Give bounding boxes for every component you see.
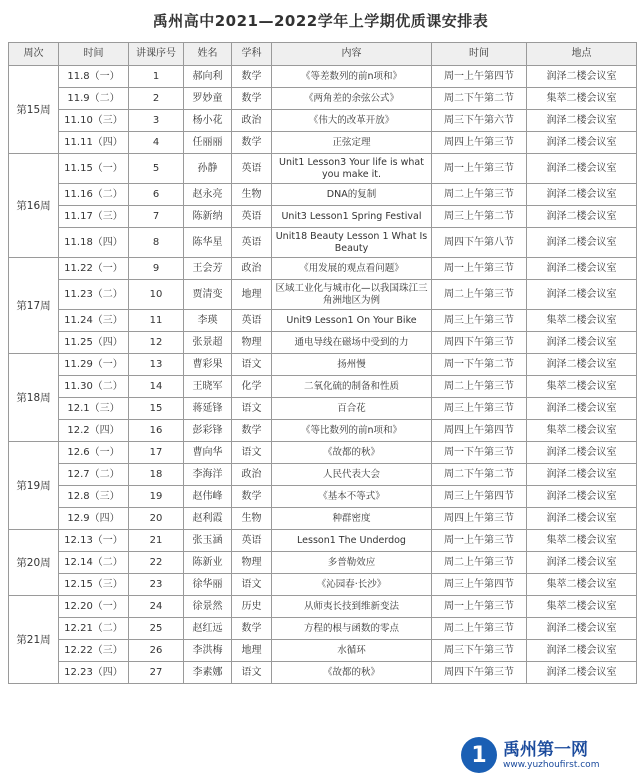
cell-name: 贾清变 bbox=[184, 280, 232, 310]
cell-lesson-number: 14 bbox=[129, 376, 184, 398]
cell-subject: 数学 bbox=[232, 66, 272, 88]
cell-lesson-number: 1 bbox=[129, 66, 184, 88]
table-row bbox=[9, 640, 637, 662]
cell-name: 孙静 bbox=[184, 154, 232, 184]
cell-lesson-number: 16 bbox=[129, 420, 184, 442]
cell-place: 集萃二楼会议室 bbox=[527, 574, 637, 596]
page-title: 禹州高中2021—2022学年上学期优质课安排表 bbox=[152, 12, 489, 30]
cell-time: 周三下午第三节 bbox=[432, 640, 527, 662]
cell-time: 周四上午第三节 bbox=[432, 132, 527, 154]
cell-time: 周一下午第二节 bbox=[432, 354, 527, 376]
table-row bbox=[9, 486, 637, 508]
cell-subject: 数学 bbox=[232, 132, 272, 154]
cell-place: 润泽二楼会议室 bbox=[527, 662, 637, 684]
cell-date: 12.15（三） bbox=[59, 574, 129, 596]
cell-place: 润泽二楼会议室 bbox=[527, 618, 637, 640]
cell-name: 王会芳 bbox=[184, 258, 232, 280]
cell-content: 二氧化硫的制备和性质 bbox=[272, 376, 432, 398]
table-row bbox=[9, 206, 637, 228]
cell-place: 润泽二楼会议室 bbox=[527, 258, 637, 280]
cell-name: 赵利霞 bbox=[184, 508, 232, 530]
cell-lesson-number: 8 bbox=[129, 228, 184, 258]
cell-subject: 物理 bbox=[232, 332, 272, 354]
cell-content: 《基本不等式》 bbox=[272, 486, 432, 508]
cell-time: 周三上午第四节 bbox=[432, 486, 527, 508]
cell-lesson-number: 11 bbox=[129, 310, 184, 332]
cell-lesson-number: 7 bbox=[129, 206, 184, 228]
cell-week: 第16周 bbox=[9, 154, 59, 258]
cell-date: 11.10（三） bbox=[59, 110, 129, 132]
cell-content: DNA的复制 bbox=[272, 184, 432, 206]
table-row bbox=[9, 184, 637, 206]
cell-name: 陈新纳 bbox=[184, 206, 232, 228]
cell-time: 周四下午第三节 bbox=[432, 332, 527, 354]
cell-date: 11.17（三） bbox=[59, 206, 129, 228]
cell-content: 《等差数列的前n项和》 bbox=[272, 66, 432, 88]
cell-subject: 政治 bbox=[232, 464, 272, 486]
cell-lesson-number: 17 bbox=[129, 442, 184, 464]
cell-content: Unit9 Lesson1 On Your Bike bbox=[272, 310, 432, 332]
cell-time: 周四下午第八节 bbox=[432, 228, 527, 258]
logo-name: 禹州第一网 bbox=[503, 739, 588, 760]
cell-name: 李海洋 bbox=[184, 464, 232, 486]
cell-week: 第18周 bbox=[9, 354, 59, 442]
cell-name: 徐景然 bbox=[184, 596, 232, 618]
table-row bbox=[9, 442, 637, 464]
cell-subject: 英语 bbox=[232, 206, 272, 228]
cell-time: 周二上午第三节 bbox=[432, 618, 527, 640]
table-row bbox=[9, 280, 637, 310]
cell-subject: 语文 bbox=[232, 398, 272, 420]
cell-content: 通电导线在磁场中受到的力 bbox=[272, 332, 432, 354]
cell-date: 11.22（一） bbox=[59, 258, 129, 280]
table-body bbox=[9, 66, 637, 684]
schedule-table bbox=[8, 42, 637, 684]
cell-place: 润泽二楼会议室 bbox=[527, 228, 637, 258]
cell-lesson-number: 6 bbox=[129, 184, 184, 206]
cell-content: 《用发展的观点看问题》 bbox=[272, 258, 432, 280]
cell-place: 润泽二楼会议室 bbox=[527, 552, 637, 574]
cell-place: 润泽二楼会议室 bbox=[527, 206, 637, 228]
cell-place: 润泽二楼会议室 bbox=[527, 280, 637, 310]
cell-place: 润泽二楼会议室 bbox=[527, 132, 637, 154]
table-row bbox=[9, 618, 637, 640]
table-header-row bbox=[9, 43, 637, 66]
cell-place: 集萃二楼会议室 bbox=[527, 596, 637, 618]
cell-place: 润泽二楼会议室 bbox=[527, 66, 637, 88]
cell-time: 周一下午第三节 bbox=[432, 442, 527, 464]
cell-name: 徐华丽 bbox=[184, 574, 232, 596]
cell-date: 11.25（四） bbox=[59, 332, 129, 354]
cell-date: 11.15（一） bbox=[59, 154, 129, 184]
cell-lesson-number: 10 bbox=[129, 280, 184, 310]
cell-content: 从师夷长技到维新变法 bbox=[272, 596, 432, 618]
cell-time: 周一上午第三节 bbox=[432, 154, 527, 184]
cell-date: 11.23（二） bbox=[59, 280, 129, 310]
table-row bbox=[9, 132, 637, 154]
table-row bbox=[9, 354, 637, 376]
cell-subject: 英语 bbox=[232, 154, 272, 184]
cell-subject: 数学 bbox=[232, 88, 272, 110]
cell-time: 周三上午第三节 bbox=[432, 310, 527, 332]
cell-week: 第21周 bbox=[9, 596, 59, 684]
cell-date: 11.18（四） bbox=[59, 228, 129, 258]
table-row bbox=[9, 508, 637, 530]
header-week: 周次 bbox=[9, 43, 59, 66]
cell-name: 赵伟峰 bbox=[184, 486, 232, 508]
cell-date: 12.14（二） bbox=[59, 552, 129, 574]
cell-time: 周一上午第三节 bbox=[432, 596, 527, 618]
cell-content: 种群密度 bbox=[272, 508, 432, 530]
cell-content: 水循环 bbox=[272, 640, 432, 662]
cell-lesson-number: 9 bbox=[129, 258, 184, 280]
cell-name: 郝向利 bbox=[184, 66, 232, 88]
cell-date: 12.13（一） bbox=[59, 530, 129, 552]
cell-content: 多普勒效应 bbox=[272, 552, 432, 574]
table-row bbox=[9, 88, 637, 110]
cell-date: 12.2（四） bbox=[59, 420, 129, 442]
cell-place: 润泽二楼会议室 bbox=[527, 332, 637, 354]
cell-subject: 英语 bbox=[232, 310, 272, 332]
cell-content: 《两角差的余弦公式》 bbox=[272, 88, 432, 110]
cell-content: 区域工业化与城市化—以我国珠江三角洲地区为例 bbox=[272, 280, 432, 310]
cell-content: Unit1 Lesson3 Your life is what you make it. bbox=[272, 154, 432, 184]
cell-place: 润泽二楼会议室 bbox=[527, 508, 637, 530]
cell-place: 润泽二楼会议室 bbox=[527, 184, 637, 206]
cell-week: 第20周 bbox=[9, 530, 59, 596]
table-row bbox=[9, 110, 637, 132]
cell-content: Unit18 Beauty Lesson 1 What Is Beauty bbox=[272, 228, 432, 258]
cell-subject: 政治 bbox=[232, 258, 272, 280]
cell-lesson-number: 5 bbox=[129, 154, 184, 184]
cell-week: 第17周 bbox=[9, 258, 59, 354]
table-row bbox=[9, 420, 637, 442]
cell-content: 《伟大的改革开放》 bbox=[272, 110, 432, 132]
cell-place: 润泽二楼会议室 bbox=[527, 486, 637, 508]
cell-name: 李素娜 bbox=[184, 662, 232, 684]
table-row bbox=[9, 398, 637, 420]
cell-lesson-number: 26 bbox=[129, 640, 184, 662]
cell-name: 杨小花 bbox=[184, 110, 232, 132]
header-lesson-number: 讲课序号 bbox=[129, 43, 184, 66]
cell-date: 11.8（一） bbox=[59, 66, 129, 88]
cell-subject: 英语 bbox=[232, 530, 272, 552]
cell-lesson-number: 27 bbox=[129, 662, 184, 684]
cell-content: 《故都的秋》 bbox=[272, 662, 432, 684]
cell-subject: 历史 bbox=[232, 596, 272, 618]
cell-name: 蒋延锋 bbox=[184, 398, 232, 420]
cell-lesson-number: 19 bbox=[129, 486, 184, 508]
cell-date: 11.29（一） bbox=[59, 354, 129, 376]
table-row bbox=[9, 662, 637, 684]
cell-name: 曹彩果 bbox=[184, 354, 232, 376]
cell-time: 周三上午第三节 bbox=[432, 398, 527, 420]
cell-lesson-number: 18 bbox=[129, 464, 184, 486]
cell-lesson-number: 24 bbox=[129, 596, 184, 618]
cell-lesson-number: 2 bbox=[129, 88, 184, 110]
cell-time: 周二上午第三节 bbox=[432, 184, 527, 206]
cell-subject: 生物 bbox=[232, 508, 272, 530]
cell-name: 赵永亮 bbox=[184, 184, 232, 206]
cell-place: 集萃二楼会议室 bbox=[527, 530, 637, 552]
cell-date: 11.24（三） bbox=[59, 310, 129, 332]
cell-date: 12.8（三） bbox=[59, 486, 129, 508]
header-name: 姓名 bbox=[184, 43, 232, 66]
cell-place: 润泽二楼会议室 bbox=[527, 464, 637, 486]
cell-subject: 语文 bbox=[232, 442, 272, 464]
cell-date: 12.20（一） bbox=[59, 596, 129, 618]
header-date: 时间 bbox=[59, 43, 129, 66]
cell-name: 李洪梅 bbox=[184, 640, 232, 662]
cell-place: 集萃二楼会议室 bbox=[527, 376, 637, 398]
cell-time: 周二上午第三节 bbox=[432, 552, 527, 574]
table-row bbox=[9, 332, 637, 354]
cell-place: 润泽二楼会议室 bbox=[527, 398, 637, 420]
cell-time: 周二上午第三节 bbox=[432, 376, 527, 398]
cell-subject: 地理 bbox=[232, 640, 272, 662]
cell-date: 11.30（二） bbox=[59, 376, 129, 398]
table-row bbox=[9, 530, 637, 552]
cell-subject: 地理 bbox=[232, 280, 272, 310]
cell-name: 任丽丽 bbox=[184, 132, 232, 154]
cell-subject: 数学 bbox=[232, 618, 272, 640]
site-logo bbox=[461, 734, 629, 776]
cell-name: 彭彩锋 bbox=[184, 420, 232, 442]
cell-place: 集萃二楼会议室 bbox=[527, 420, 637, 442]
cell-lesson-number: 4 bbox=[129, 132, 184, 154]
cell-place: 润泽二楼会议室 bbox=[527, 110, 637, 132]
cell-lesson-number: 15 bbox=[129, 398, 184, 420]
cell-place: 集萃二楼会议室 bbox=[527, 88, 637, 110]
cell-time: 周四上午第四节 bbox=[432, 420, 527, 442]
cell-date: 12.22（三） bbox=[59, 640, 129, 662]
cell-time: 周三下午第六节 bbox=[432, 110, 527, 132]
cell-content: 《等比数列的前n项和》 bbox=[272, 420, 432, 442]
cell-content: 《故都的秋》 bbox=[272, 442, 432, 464]
cell-time: 周四下午第三节 bbox=[432, 662, 527, 684]
cell-name: 陈华星 bbox=[184, 228, 232, 258]
cell-name: 曹向华 bbox=[184, 442, 232, 464]
cell-date: 12.1（三） bbox=[59, 398, 129, 420]
cell-content: Unit3 Lesson1 Spring Festival bbox=[272, 206, 432, 228]
cell-lesson-number: 23 bbox=[129, 574, 184, 596]
cell-lesson-number: 20 bbox=[129, 508, 184, 530]
cell-week: 第15周 bbox=[9, 66, 59, 154]
cell-subject: 英语 bbox=[232, 228, 272, 258]
cell-content: 正弦定理 bbox=[272, 132, 432, 154]
cell-name: 陈新业 bbox=[184, 552, 232, 574]
header-place: 地点 bbox=[527, 43, 637, 66]
cell-content: 人民代表大会 bbox=[272, 464, 432, 486]
cell-date: 12.7（二） bbox=[59, 464, 129, 486]
cell-time: 周二下午第二节 bbox=[432, 88, 527, 110]
table-row bbox=[9, 154, 637, 184]
cell-date: 11.16（二） bbox=[59, 184, 129, 206]
cell-name: 张景超 bbox=[184, 332, 232, 354]
cell-lesson-number: 13 bbox=[129, 354, 184, 376]
cell-subject: 数学 bbox=[232, 486, 272, 508]
cell-week: 第19周 bbox=[9, 442, 59, 530]
cell-place: 集萃二楼会议室 bbox=[527, 310, 637, 332]
table-row bbox=[9, 376, 637, 398]
cell-content: 扬州慢 bbox=[272, 354, 432, 376]
cell-date: 12.6（一） bbox=[59, 442, 129, 464]
cell-date: 11.11（四） bbox=[59, 132, 129, 154]
cell-subject: 物理 bbox=[232, 552, 272, 574]
cell-content: 《沁园春·长沙》 bbox=[272, 574, 432, 596]
cell-lesson-number: 21 bbox=[129, 530, 184, 552]
cell-place: 润泽二楼会议室 bbox=[527, 354, 637, 376]
cell-subject: 政治 bbox=[232, 110, 272, 132]
cell-name: 李瑛 bbox=[184, 310, 232, 332]
table-row bbox=[9, 228, 637, 258]
cell-time: 周三上午第四节 bbox=[432, 574, 527, 596]
table-row bbox=[9, 574, 637, 596]
cell-time: 周二上午第三节 bbox=[432, 280, 527, 310]
cell-subject: 语文 bbox=[232, 354, 272, 376]
cell-time: 周二下午第二节 bbox=[432, 464, 527, 486]
table-row bbox=[9, 310, 637, 332]
cell-content: 百合花 bbox=[272, 398, 432, 420]
cell-date: 11.9（二） bbox=[59, 88, 129, 110]
table-row bbox=[9, 552, 637, 574]
table-row bbox=[9, 66, 637, 88]
cell-time: 周一上午第三节 bbox=[432, 258, 527, 280]
table-row bbox=[9, 596, 637, 618]
cell-time: 周四上午第三节 bbox=[432, 508, 527, 530]
header-content: 内容 bbox=[272, 43, 432, 66]
cell-name: 王晓军 bbox=[184, 376, 232, 398]
cell-lesson-number: 22 bbox=[129, 552, 184, 574]
cell-name: 罗妙童 bbox=[184, 88, 232, 110]
cell-time: 周三上午第二节 bbox=[432, 206, 527, 228]
table-row bbox=[9, 464, 637, 486]
cell-subject: 语文 bbox=[232, 662, 272, 684]
header-time: 时间 bbox=[432, 43, 527, 66]
cell-name: 张玉涵 bbox=[184, 530, 232, 552]
cell-place: 润泽二楼会议室 bbox=[527, 442, 637, 464]
yuzhou-first-logo-icon: 1 bbox=[461, 737, 497, 773]
cell-subject: 语文 bbox=[232, 574, 272, 596]
cell-content: Lesson1 The Underdog bbox=[272, 530, 432, 552]
cell-subject: 生物 bbox=[232, 184, 272, 206]
cell-place: 润泽二楼会议室 bbox=[527, 154, 637, 184]
cell-content: 方程的根与函数的零点 bbox=[272, 618, 432, 640]
cell-lesson-number: 12 bbox=[129, 332, 184, 354]
cell-date: 12.9（四） bbox=[59, 508, 129, 530]
cell-lesson-number: 3 bbox=[129, 110, 184, 132]
cell-name: 赵红远 bbox=[184, 618, 232, 640]
cell-time: 周一上午第三节 bbox=[432, 530, 527, 552]
logo-url: www.yuzhoufirst.com bbox=[503, 759, 600, 770]
cell-time: 周一上午第四节 bbox=[432, 66, 527, 88]
cell-subject: 数学 bbox=[232, 420, 272, 442]
cell-place: 润泽二楼会议室 bbox=[527, 640, 637, 662]
cell-date: 12.21（二） bbox=[59, 618, 129, 640]
cell-lesson-number: 25 bbox=[129, 618, 184, 640]
table-row bbox=[9, 258, 637, 280]
header-subject: 学科 bbox=[232, 43, 272, 66]
cell-subject: 化学 bbox=[232, 376, 272, 398]
cell-date: 12.23（四） bbox=[59, 662, 129, 684]
